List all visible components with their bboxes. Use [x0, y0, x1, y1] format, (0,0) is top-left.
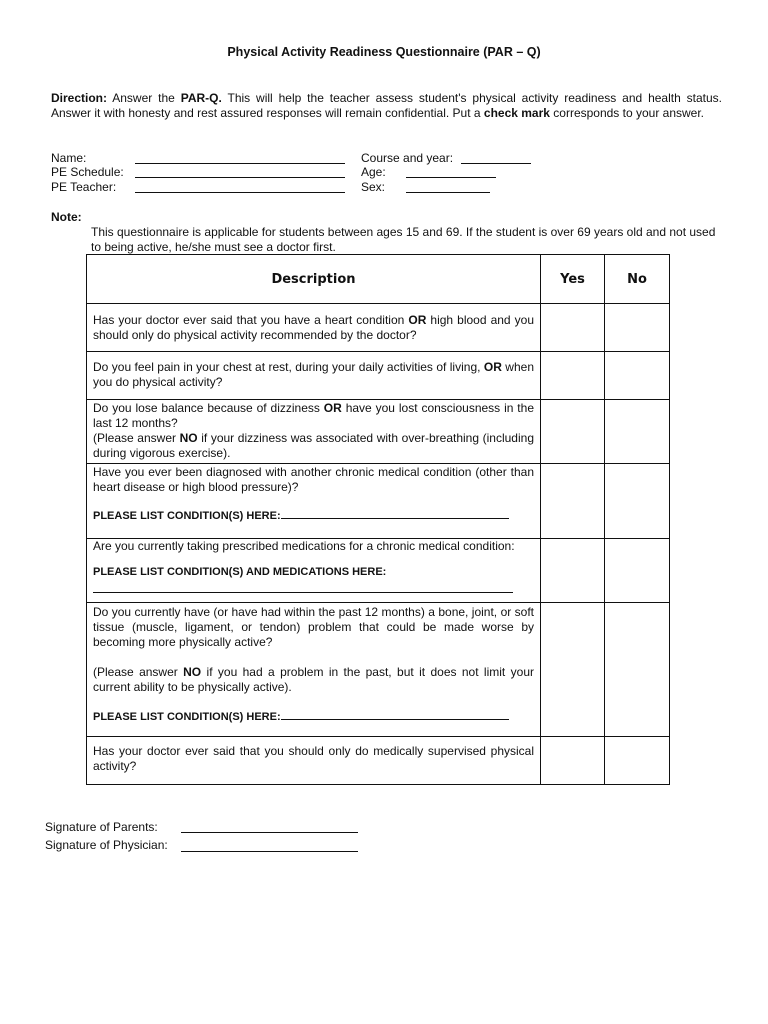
table-row: [87, 304, 670, 352]
no-cell[interactable]: [605, 464, 670, 539]
conditions-field[interactable]: [281, 708, 509, 720]
direction-text: corresponds to your answer.: [549, 106, 705, 120]
question-text: (Please answer: [93, 431, 180, 445]
conditions-field[interactable]: [281, 507, 509, 519]
no-emphasis: NO: [179, 431, 198, 445]
question-1: [87, 304, 541, 352]
questionnaire-table: [86, 254, 670, 785]
header-yes: Yes: [541, 255, 605, 304]
table-row: [87, 603, 670, 737]
question-text: Has your doctor ever said that you should only do medically supervised physical activity?: [93, 744, 534, 773]
age-field[interactable]: [406, 177, 496, 178]
question-text: Have you ever been diagnosed with another chronic medical condition (other than heart disease or high blood pressure)?: [93, 465, 534, 494]
header-description: Description: [87, 255, 541, 304]
name-field[interactable]: [135, 163, 345, 164]
yes-cell[interactable]: [541, 400, 605, 464]
yes-cell[interactable]: [541, 603, 605, 737]
table-row: [87, 539, 670, 603]
direction-paragraph: [51, 91, 722, 121]
medications-field[interactable]: [93, 588, 513, 593]
signature-physician-label: Signature of Physician:: [45, 838, 168, 852]
question-text: if your dizziness was associated with over-breathing (including during vigorous exercise).: [93, 431, 534, 460]
yes-cell[interactable]: [541, 737, 605, 785]
no-cell[interactable]: [605, 737, 670, 785]
note-text: This questionnaire is applicable for students between ages 15 and 69. If the student is over 69 years old and not used to being active, he/she must see a doctor first.: [91, 225, 716, 254]
table-row: [87, 400, 670, 464]
no-cell[interactable]: [605, 539, 670, 603]
question-text: Are you currently taking prescribed medications for a chronic medical condition:: [93, 539, 515, 553]
question-7: [87, 737, 541, 785]
no-cell[interactable]: [605, 603, 670, 737]
pe-schedule-field[interactable]: [135, 177, 345, 178]
yes-cell[interactable]: [541, 464, 605, 539]
question-3: [87, 400, 541, 464]
or-emphasis: OR: [408, 313, 427, 327]
question-text: (Please answer: [93, 665, 184, 679]
yes-cell[interactable]: [541, 304, 605, 352]
question-text: when you do physical activity?: [93, 360, 534, 389]
or-emphasis: OR: [323, 401, 342, 415]
no-cell[interactable]: [605, 304, 670, 352]
question-text: high blood and you should only do physical activity recommended by the doctor?: [93, 313, 534, 342]
question-2: [87, 352, 541, 400]
question-4: [87, 464, 541, 539]
parq-term: PAR-Q.: [180, 91, 222, 105]
pe-teacher-label: PE Teacher:: [51, 180, 117, 194]
no-emphasis: NO: [183, 665, 202, 679]
signature-parents-label: Signature of Parents:: [45, 820, 158, 834]
direction-label: Direction:: [51, 91, 108, 105]
table-row: [87, 464, 670, 539]
name-label: Name:: [51, 151, 87, 165]
question-5: [87, 539, 541, 603]
direction-text: Answer the: [107, 91, 181, 105]
pe-schedule-label: PE Schedule:: [51, 165, 124, 179]
direction-text: This will help the teacher assess student's physical activity readiness and health status. Answer it with honesty and rest assured responses will remain confidential. Put a: [51, 91, 722, 120]
yes-cell[interactable]: [541, 539, 605, 603]
table-header-row: [87, 255, 670, 304]
question-6: [87, 603, 541, 737]
course-year-label: Course and year:: [361, 151, 454, 165]
table-row: [87, 737, 670, 785]
list-conditions-label: PLEASE LIST CONDITION(S) HERE:: [93, 711, 281, 723]
question-text: have you lost consciousness in the last 12 months?: [93, 401, 534, 430]
header-no: No: [605, 255, 670, 304]
question-text: Do you currently have (or have had within the past 12 months) a bone, joint, or soft tissue (muscle, ligament, or tendon) problem that could be made worse by becoming more physically active?: [93, 605, 534, 649]
question-text: if you had a problem in the past, but it does not limit your current ability to be physically active).: [93, 665, 534, 694]
check-mark-term: check mark: [483, 106, 550, 120]
table-row: [87, 352, 670, 400]
list-conditions-label: PLEASE LIST CONDITION(S) HERE:: [93, 510, 281, 522]
sex-field[interactable]: [406, 192, 490, 193]
note-label: Note:: [51, 210, 82, 224]
question-text: Has your doctor ever said that you have a heart condition: [93, 313, 409, 327]
age-label: Age:: [361, 165, 386, 179]
sex-label: Sex:: [361, 180, 386, 194]
no-cell[interactable]: [605, 352, 670, 400]
question-text: Do you lose balance because of dizziness: [93, 401, 324, 415]
no-cell[interactable]: [605, 400, 670, 464]
question-text: Do you feel pain in your chest at rest, during your daily activities of living,: [93, 360, 484, 374]
yes-cell[interactable]: [541, 352, 605, 400]
course-year-field[interactable]: [461, 163, 531, 164]
or-emphasis: OR: [483, 360, 502, 374]
list-medications-label: PLEASE LIST CONDITION(S) AND MEDICATIONS HERE:: [93, 566, 387, 578]
pe-teacher-field[interactable]: [135, 192, 345, 193]
signature-physician-field[interactable]: [181, 851, 358, 852]
page-title: Physical Activity Readiness Questionnaire (PAR – Q): [227, 45, 541, 59]
signature-parents-field[interactable]: [181, 832, 358, 833]
